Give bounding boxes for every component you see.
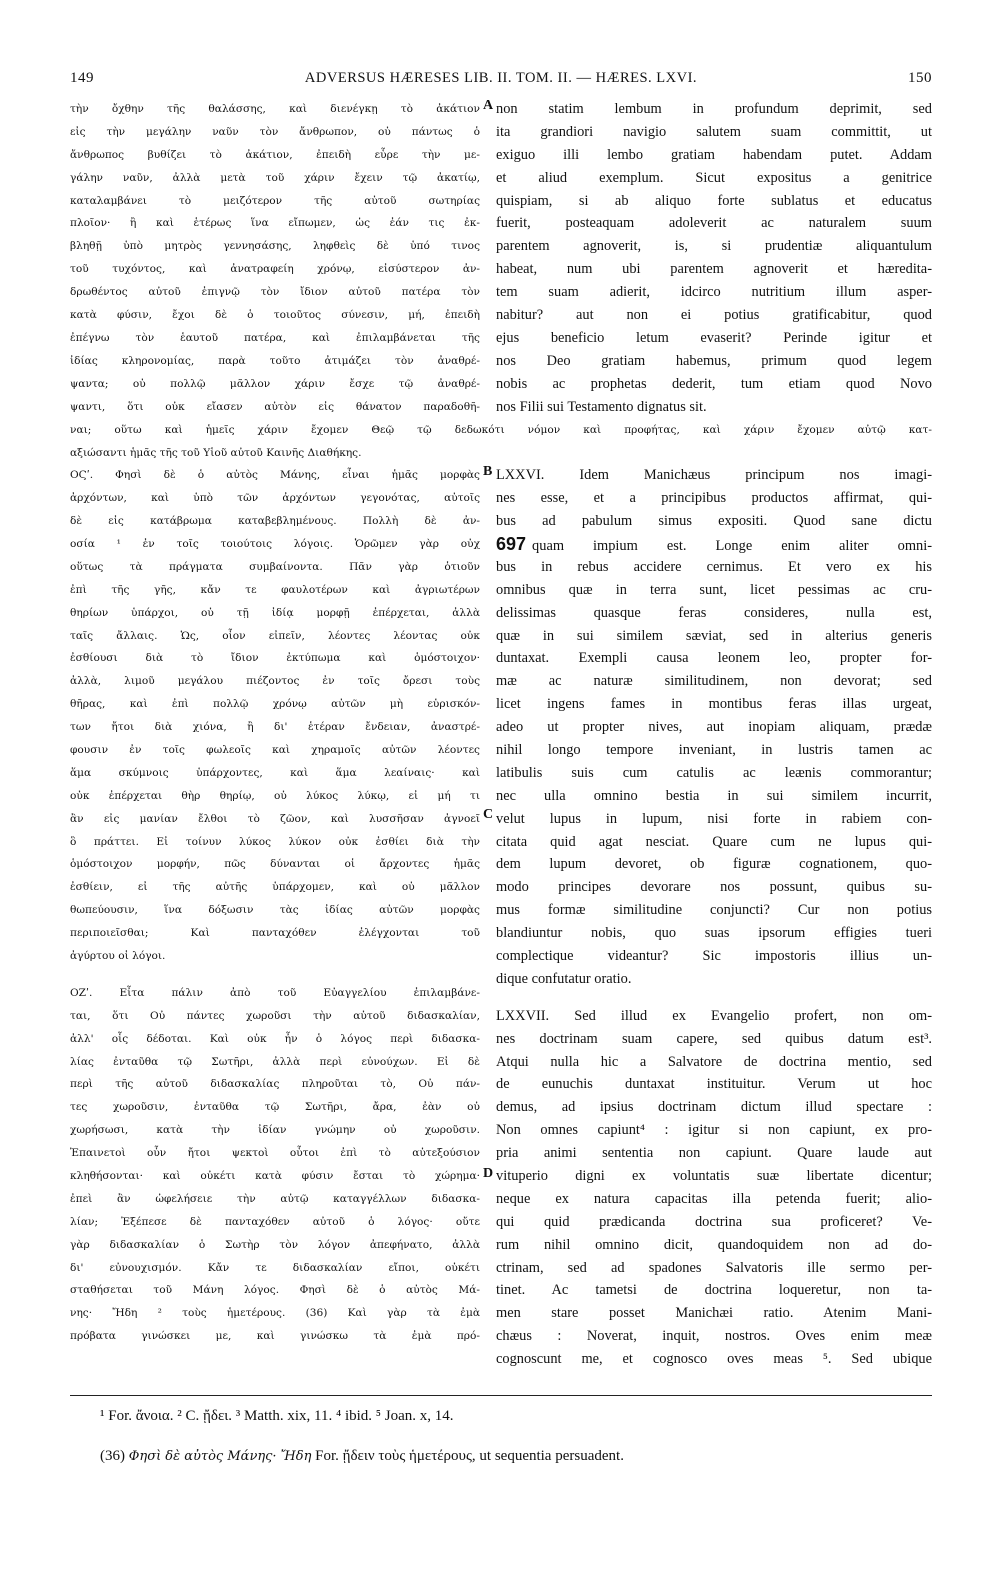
latin-text-line: et aliud exemplum. Sicut expositus a genitrice <box>496 169 932 186</box>
greek-text-line: δὲ εἰς κατάβρωμα καταβεβλημένους. Πολλὴ δὲ ἀν- <box>70 515 480 528</box>
latin-text-line: licet ingens fames in montibus feras illas urgeat, <box>496 696 932 713</box>
latin-text-line: dem lupum devoret, ob figuræ cognationem, quo- <box>496 856 932 873</box>
greek-text-line: των ἤτοι διὰ χιόνα, ἢ δι' ἑτέραν ἔνδειαν, ἀναστρέ- <box>70 721 480 734</box>
latin-text-line: velut lupus in lupum, nisi forte in rabiem con- <box>496 810 932 827</box>
latin-text-line: nes esse, et a principibus productos affirmat, qui- <box>496 490 932 507</box>
latin-text-line <box>496 533 932 556</box>
greek-text-line: δι' εὐνουχισμόν. Κἄν τε διδασκαλίαν εἴποι, οὐκέτι <box>70 1261 480 1274</box>
latin-text-line: Non omnes capiunt⁴ : igitur si non capiunt, ex pro- <box>496 1122 932 1139</box>
greek-text-line: ἂν εἰς μανίαν ἔλθοι τὸ ζῶον, καὶ λυσσῆσαν ἀγνοεῖ <box>70 812 480 825</box>
greek-text-line: κατὰ φύσιν, ἔχοι δὲ ὁ τοιοῦτος σύνεσιν, μή, ἐπειδὴ <box>70 309 480 322</box>
latin-text-line: bus ad pabulum simus expositi. Quod sane dictu <box>496 513 932 530</box>
latin-text-line: bus in rebus accidere cernimus. Et vero ex his <box>496 558 932 575</box>
greek-column <box>70 98 480 1348</box>
latin-text-line: ita grandiori navigio salutem suam committit, ut <box>496 123 932 140</box>
page <box>70 70 932 1560</box>
greek-text-line: φουσιν ἐν τοῖς φωλεοῖς καὶ χηραμοῖς αὐτῶν λέοντες <box>70 743 480 756</box>
latin-text-line: dique confutatur oratio. <box>496 970 632 987</box>
latin-text-line: delissimas quasque feras consideres, nulla est, <box>496 604 932 621</box>
margin-letter-b: B <box>483 464 493 479</box>
latin-text-line: rum nihil omnino dicit, quandoquidem non ad do- <box>496 1236 932 1253</box>
greek-text-line: ὃ πράττει. Εἰ τοίνυν λύκος λύκον οὐκ ἐσθίει διὰ τὴν <box>70 835 480 848</box>
greek-text-line: ΟϚʹ. Φησὶ δὲ ὁ αὐτὸς Μάνης, εἶναι ἡμᾶς μορφὰς <box>70 469 480 482</box>
greek-text-line: ἀλλ' οἷς δέδοται. Καὶ οὐκ ἦν ὁ λόγος περὶ διδασκα- <box>70 1032 480 1045</box>
latin-text-line: de eunuchis duntaxat instituitur. Verum ut hoc <box>496 1076 932 1093</box>
greek-text-line: οσία ¹ ἐν τοῖς τοιούτοις λόγοις. Ὁρῶμεν γὰρ οὐχ <box>70 537 480 550</box>
greek-text-line: ΟΖʹ. Εἶτα πάλιν ἀπὸ τοῦ Εὐαγγελίου ἐπιλαμβάνε- <box>70 986 480 999</box>
greek-text-line: πρόβατα γινώσκει με, καὶ γινώσκω τὰ ἐμὰ πρό- <box>70 1330 480 1343</box>
greek-text-line: πλοῖον· ἢ καὶ ἑτέρως ἵνα εἴπωμεν, ὡς ἐάν τις ἐκ- <box>70 217 480 230</box>
latin-text-line: tem suam adierit, idcirco nutritium illum asper- <box>496 284 932 301</box>
greek-text-line: ἐσθίειν, εἰ τῆς αὐτῆς ὑπάρχομεν, καὶ οὐ μᾶλλον <box>70 881 480 894</box>
footnote-rule <box>70 1395 932 1396</box>
latin-text-line: demus, ad ipsius doctrinam dictum illud spectare : <box>496 1099 932 1116</box>
latin-text-line: tinet. Ac tametsi de doctrina loqueretur, non ta- <box>496 1282 932 1299</box>
latin-text-line: nes doctrinam suam capere, sed quibus datum est³. <box>496 1030 932 1047</box>
greek-text-line: περιποιεῖσθαι; Καὶ πανταχόθεν ἐλέγχονται τοῦ <box>70 927 480 940</box>
greek-text-line: τοῦ τυχόντος, καὶ ἀνατραφείη χρόνῳ, εἰσύστερον ἀν- <box>70 263 480 276</box>
greek-text-line: καταλαμβάνει τὸ μειζότερον τῆς αὐτοῦ σωτηρίας <box>70 194 480 207</box>
latin-text-line: men stare posset Manichæi ratio. Atenim Mani- <box>496 1305 932 1322</box>
greek-text-line: ἀγύρτου οἱ λόγοι. <box>70 949 166 962</box>
latin-text-line: duntaxat. Exempli causa leonem leo, propter for- <box>496 650 932 667</box>
spanning-line-1: ναι; οὕτω καὶ ἡμεῖς χάριν ἔχομεν Θεῷ τῷ δεδωκότι νόμον καὶ προφήτας, καὶ χάριν ἔχομεν αὐτῷ κατ- <box>70 423 932 436</box>
running-title: ADVERSUS HÆRESES LIB. II. TOM. II. — HÆRES. LXVI. <box>304 70 698 86</box>
greek-text-line: ἐσθίουσι διὰ τὸ ἴδιον ἐκτύπωμα καὶ ὁμόστοιχον· <box>70 652 480 665</box>
footnotes: ¹ For. ἄνοια. ² C. ᾔδει. ³ Matth. xix, 11. ⁴ ibid. ⁵ Joan. x, 14. <box>100 1408 454 1424</box>
greek-text-line: νης· Ἤδη ² τοὺς ἡμετέρους. (36) Καὶ γὰρ τὰ ἐμὰ <box>70 1307 480 1320</box>
greek-text-line: τες χωροῦσιν, ἐνταῦθα τῷ Σωτῆρι, ἄρα, ἐὰν οὐ <box>70 1101 480 1114</box>
text-columns <box>70 98 932 1428</box>
note-label: (36) <box>100 1448 129 1464</box>
greek-text-line: θηρίων ὑπάρχοι, οὐ τῇ ἰδίᾳ μορφῇ ἐπέρχεται, ἀλλὰ <box>70 606 480 619</box>
greek-text-line: τὴν ὄχθην τῆς θαλάσσης, καὶ διενέγκῃ τὸ ἀκάτιον <box>70 103 480 115</box>
margin-letter-a: A <box>483 98 494 113</box>
greek-text-line: γάλην ναῦν, ἀλλὰ μετὰ τοῦ χάριν ἔχειν τῷ ἀκατίῳ, <box>70 171 480 184</box>
greek-text-line: ἐπεὶ ἂν ὠφελήσειε τὴν αὐτῷ καταγγέλλων διδασκα- <box>70 1192 480 1205</box>
latin-column <box>496 98 932 1371</box>
greek-text-line: ὁμόστοιχον μορφήν, πῶς δύνανται οἱ ἄρχοντες ἡμᾶς <box>70 858 480 871</box>
greek-text-line: οὐκ ἐπέρχεται θὴρ θηρίῳ, οὐ λύκος λύκῳ, εἰ μή τι <box>70 789 480 802</box>
greek-text-line: ψαντα; οὐ πολλῷ μᾶλλον χάριν ἔσχε τῷ ἀναθρέ- <box>70 377 480 390</box>
greek-text-line: ται, ὅτι Οὐ πάντες χωροῦσι τὴν αὐτοῦ διδασκαλίαν, <box>70 1009 480 1022</box>
latin-text-line: nabitur? aut non ei potius gratificabitur, quod <box>496 307 932 324</box>
latin-text-line: ejus beneficio letum evaserit? Perinde igitur et <box>496 329 932 346</box>
greek-text-line: οὕτως τὰ πράγματα συμβαίνοντα. Πᾶν γὰρ ὁτιοῦν <box>70 560 480 573</box>
greek-text-line: ἄνθρωπος βυθίζει τὸ ἀκάτιον, ἐπειδὴ εὗρε τὴν με- <box>70 148 480 161</box>
greek-text-line: ἀλλὰ, λιμοῦ μεγάλου πιέζοντος ἐν τοῖς ὄρεσι τοὺς <box>70 675 480 688</box>
greek-text-line: γὰρ διδασκαλίαν ὁ Σωτὴρ τὸν λόγον ἀπεφήνατο, ἀλλὰ <box>70 1238 480 1251</box>
latin-text-line: exiguo illi lembo gratiam habendam putet. Addam <box>496 146 932 163</box>
greek-text-line: λίαν; Ἐξέπεσε δὲ πανταχόθεν αὐτοῦ ὁ λόγος· οὔτε <box>70 1215 480 1228</box>
latin-text-line: LXXVII. Sed illud ex Evangelio profert, non om- <box>496 1007 932 1024</box>
latin-text-line: nos Filii sui Testamento dignatus sit. <box>496 398 707 415</box>
page-number-right: 150 <box>907 70 932 86</box>
greek-text-line: λίας ἐνταῦθα τῷ Σωτῆρι, ἀλλὰ περὶ εὐνούχων. Εἰ δὲ <box>70 1055 480 1068</box>
latin-text-line: nec ulla omnino bestia in sui similem incurrit, <box>496 787 932 804</box>
greek-text-line: κληθήσονται· καὶ οὐκέτι κατὰ φύσιν ἔσται τὸ χώρημα· <box>70 1169 480 1182</box>
greek-text-line: ἐπὶ τῆς γῆς, κἄν τε φαυλοτέρων καὶ ἀγριωτέρων <box>70 583 480 596</box>
note-greek-text: Φησὶ δὲ αὐτὸς Μάνης· Ἤδη <box>128 1449 312 1464</box>
note-rest-text: For. ᾔδειν τοὺς ἡμετέρους, ut sequentia persuadent. <box>311 1448 624 1464</box>
latin-text-line: blandiuntur nobis, quo suas ipsorum effigies tueri <box>496 925 932 942</box>
latin-text-line: quæ in sui similem sæviat, sed in alterius generis <box>496 627 932 644</box>
greek-text-line: ψαντι, ὅτι οὐκ εἴασεν αὐτὸν εἰς θάνατον παραδοθῆ- <box>70 400 480 413</box>
latin-text-line: Atqui nulla hic a Salvatore de doctrina mentio, sed <box>496 1053 932 1070</box>
greek-text-line: βληθῇ ὑπὸ μητρὸς γεννησάσης, ληφθεὶς δὲ ὑπό τινος <box>70 240 480 253</box>
latin-text-line: non statim lembum in profundum deprimit, sed <box>496 101 932 117</box>
greek-text-line: χωρήσωσι, κατὰ τὴν ἰδίαν γνώμην οὐ χωροῦσιν. <box>70 1124 480 1137</box>
latin-text-line: vituperio digni ex voluntatis suæ libertate dicentur; <box>496 1167 932 1184</box>
latin-text-line: habeat, num ubi parentem agnoverit et hæredita- <box>496 261 932 278</box>
latin-text-line: nobis ac prophetas dederit, tum etiam quod Novo <box>496 375 932 392</box>
latin-text-line: mæ ac naturæ similitudinem, non devorat; sed <box>496 673 932 690</box>
latin-text-line: mus formæ similitudine conjuncti? Cur non potius <box>496 902 932 919</box>
greek-text-line: ἀρχόντων, καὶ ὑπὸ τῶν ἀρχόντων γεγονότας, αὐτοῖς <box>70 492 480 505</box>
greek-text-line: δρωθέντος αὐτοῦ ἐπιγνῷ τὸν ἴδιον αὐτοῦ πατέρα τὸν <box>70 286 480 299</box>
latin-text-line: modo principes devorare nos possunt, quibus su- <box>496 879 932 896</box>
greek-text-line: θωπεύουσιν, ἵνα δόξωσιν τὰς ἰδίας αὐτῶν μορφὰς <box>70 904 480 917</box>
latin-text-line: cognoscunt me, et cognosco oves meas ⁵. Sed ubique <box>496 1351 932 1368</box>
latin-text-line: parentem agnoverit, is, si prudentiæ aliquantulum <box>496 238 932 255</box>
latin-text-line: complectique videantur? Sic impostoris illius un- <box>496 947 932 964</box>
latin-text-line: quispiam, si ab aliquo forte sublatus et educatus <box>496 192 932 209</box>
latin-text-line: fuerit, posteaquam adoleverit ac naturalem suum <box>496 215 932 232</box>
latin-text-line: adeo ut propter nives, aut inopiam aliquam, prædæ <box>496 719 932 736</box>
greek-text-line: περὶ τῆς αὐτοῦ διδασκαλίας πληροῦται τὸ, Οὐ πάν- <box>70 1078 480 1091</box>
latin-text-line: chæus : Noverat, inquit, nostros. Oves enim meæ <box>496 1328 932 1345</box>
latin-text-line: ctrinam, sed ad spadones Salvatoris ille sermo per- <box>496 1259 932 1276</box>
margin-letter-d: D <box>483 1166 494 1181</box>
latin-text-line: qui quid prædicanda doctrina sua proficeret? Ve- <box>496 1213 932 1230</box>
latin-text-line: nos Deo gratiam habemus, primum quod legem <box>496 352 932 369</box>
greek-text-line: ἅμα σκύμνοις ὑπάρχοντες, καὶ ἅμα λεαίναις· καὶ <box>70 766 480 779</box>
latin-text-line: latibulis suis cum catulis ac leænis commorantur; <box>496 764 932 781</box>
greek-text-line: εἰς τὴν μεγάλην ναῦν τὸν ἄνθρωπον, οὐ πάντως ὁ <box>70 125 480 138</box>
latin-text-line: nihil longo tempore inveniant, in lustris tamen ac <box>496 741 932 758</box>
latin-text-line: citata quid agat nesciat. Quare cum ne lupus qui- <box>496 833 932 850</box>
greek-text-line: ἰδίας κληρονομίας, παρὰ τοῦτο ἀτιμάζει τὸν ἀναθρέ- <box>70 354 480 367</box>
latin-text-line: LXXVI. Idem Manichæus principum nos imagi- <box>496 467 932 484</box>
greek-text-line: Ἐπαινετοὶ οὖν ἤτοι ψεκτοὶ οὗτοι ἐπὶ τὸ αὐτεξούσιον <box>70 1147 480 1160</box>
latin-text-line: omnibus quæ in terra sunt, licet pessimas ac cru- <box>496 581 932 598</box>
latin-text-line: neque ex natura capacitas illa petenda fuerit; alio- <box>496 1190 932 1207</box>
page-number-left: 149 <box>70 70 94 86</box>
running-header <box>70 70 932 87</box>
greek-text-line: σταθήσεται τοῦ Μάνη λόγος. Φησὶ δὲ ὁ αὐτὸς Μά- <box>70 1284 480 1297</box>
latin-text-line: pria animi sententia non capiunt. Quare laude aut <box>496 1145 932 1162</box>
greek-text-line: θῆρας, καὶ ἐπὶ πολλῷ χρόνῳ αὐτῶν μὴ εὑρισκόν- <box>70 698 480 711</box>
column-number: 697 <box>496 533 527 554</box>
editorial-note <box>100 1448 624 1465</box>
greek-text-line: ἐπέγνω τὸν ἑαυτοῦ πατέρα, καὶ ἐπιλαμβάνεται τῆς <box>70 331 480 344</box>
spanning-line-2: αξιώσαντι ἡμᾶς τῆς τοῦ Υἱοῦ αὐτοῦ Καινῆς Διαθήκης. <box>70 446 362 459</box>
margin-letter-c: C <box>483 807 494 822</box>
latin-text-fragment: quam impium est. Longe enim aliter omni- <box>532 537 932 554</box>
greek-text-line: ταῖς ἄλλαις. Ὡς, οἷον εἰπεῖν, λέοντες λέοντας οὐκ <box>70 629 480 642</box>
